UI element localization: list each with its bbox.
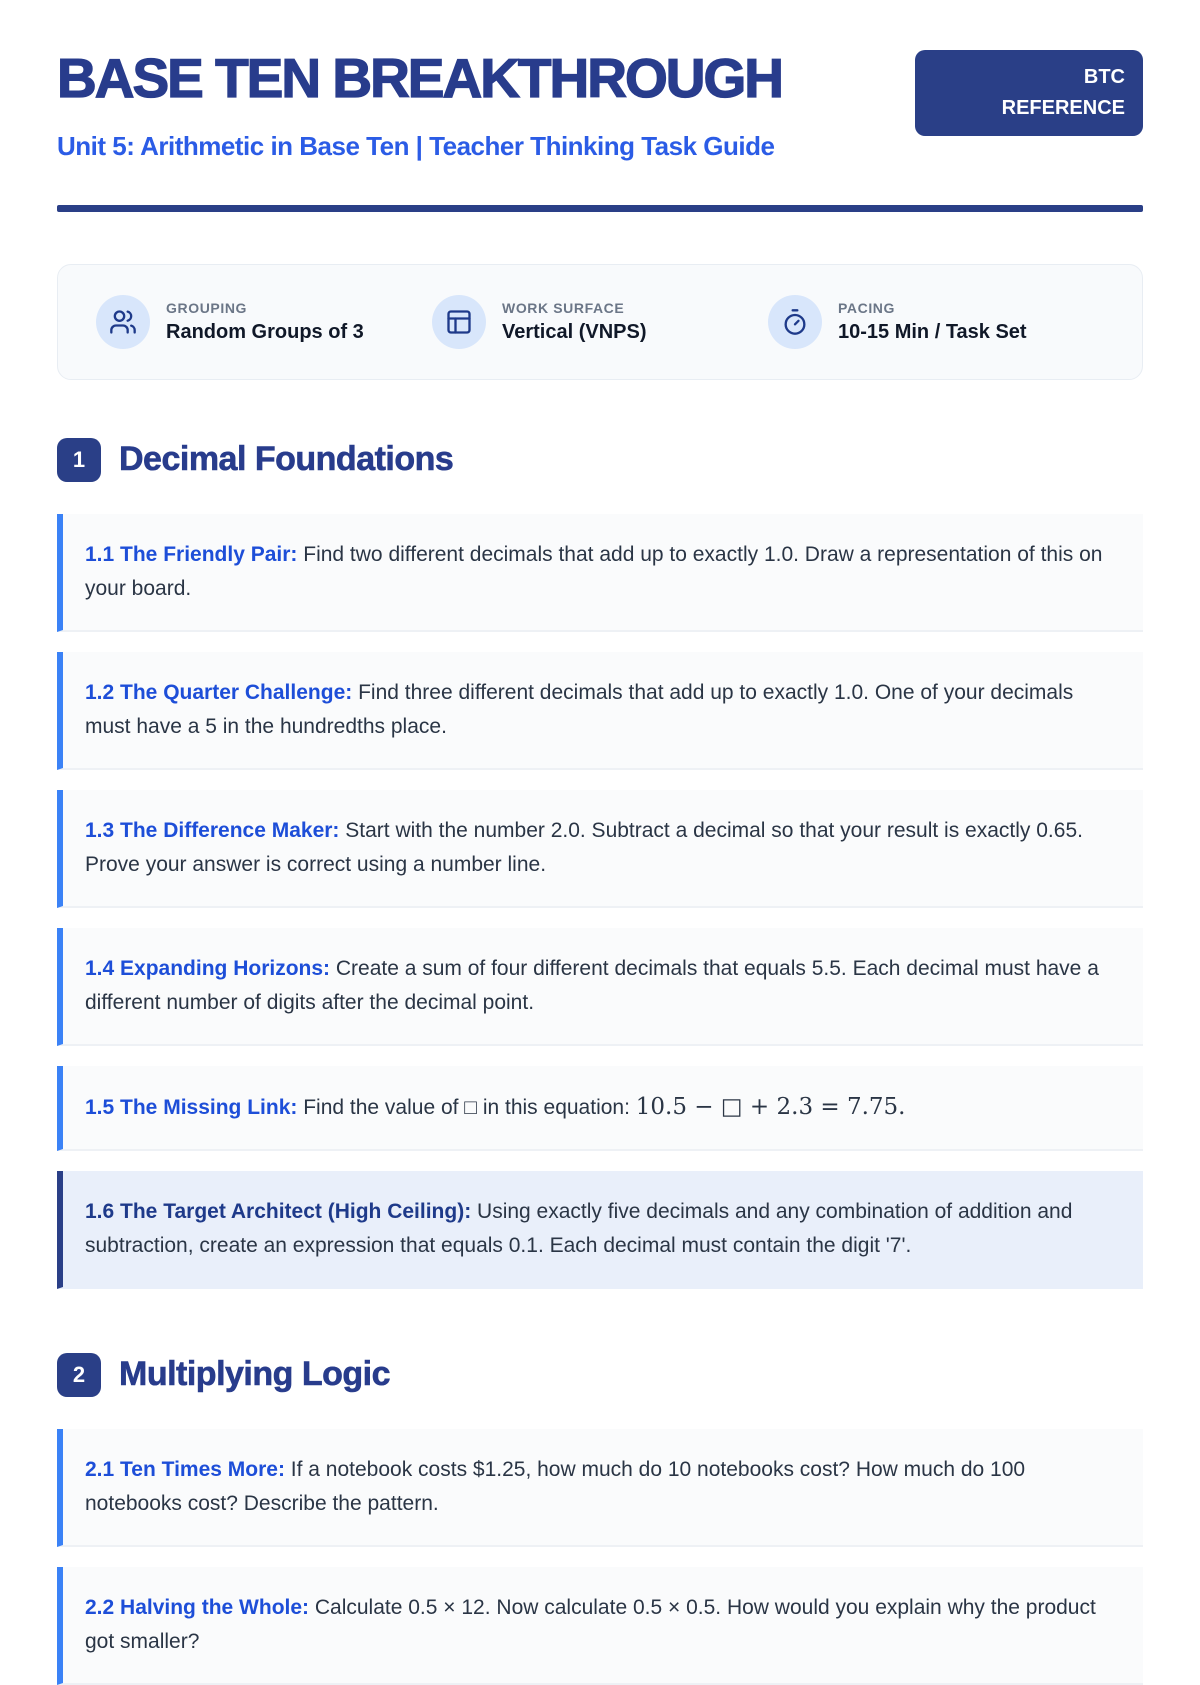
equation-text: 10.5 − □ + 2.3 = 7.75.: [635, 1093, 906, 1120]
task-text: Calculate 0.5 × 12. Now calculate 0.5 × 0.5. How would you explain why the product got smaller?: [85, 1595, 1096, 1653]
info-text: [838, 300, 1027, 344]
section-title: Decimal Foundations: [119, 440, 454, 479]
page-title: BASE TEN BREAKTHROUGH: [57, 47, 782, 109]
info-text: [166, 300, 364, 344]
timer-icon: [781, 308, 809, 336]
work-surface-icon-circle: [432, 295, 486, 349]
task-label: 1.6 The Target Architect (High Ceiling):: [85, 1199, 472, 1223]
task-label: 2.2 Halving the Whole:: [85, 1595, 310, 1619]
task-label: 1.2 The Quarter Challenge:: [85, 680, 353, 704]
layout-icon: [445, 308, 473, 336]
task-label: 2.1 Ten Times More:: [85, 1457, 285, 1481]
section-title: Multiplying Logic: [119, 1355, 391, 1394]
task-text: Start with the number 2.0. Subtract a decimal so that your result is exactly 0.65. Prove your answer is correct using a number line.: [85, 818, 1083, 876]
task-label: 1.4 Expanding Horizons:: [85, 956, 331, 980]
task-text: Find two different decimals that add up to exactly 1.0. Draw a representation of this on your board.: [85, 542, 1103, 600]
reference-badge: [915, 50, 1143, 136]
pacing-icon-circle: [768, 295, 822, 349]
task-card-2-2: [57, 1567, 1143, 1685]
header: [57, 0, 1143, 212]
task-label: 1.1 The Friendly Pair:: [85, 542, 298, 566]
info-value: Random Groups of 3: [166, 320, 364, 343]
task-card-1-4: [57, 928, 1143, 1046]
info-label: GROUPING: [166, 299, 248, 316]
section-number-badge: 2: [57, 1353, 101, 1397]
info-label: WORK SURFACE: [502, 299, 625, 316]
section-heading-decimal-foundations: [57, 438, 1143, 482]
task-text: Find three different decimals that add up to exactly 1.0. One of your decimals must have a 5 in the hundredths place.: [85, 680, 1074, 738]
info-bar: [57, 264, 1143, 380]
info-item-grouping: [96, 295, 432, 349]
reference-badge-line1: BTC: [1083, 66, 1125, 88]
users-icon: [109, 308, 137, 336]
section-number-badge: 1: [57, 438, 101, 482]
task-card-2-1: [57, 1429, 1143, 1547]
task-card-1-5: [57, 1066, 1143, 1151]
task-card-1-2: [57, 652, 1143, 770]
task-card-1-6-high-ceiling: [57, 1171, 1143, 1289]
task-label: 1.5 The Missing Link:: [85, 1095, 298, 1119]
task-text: If a notebook costs $1.25, how much do 10 notebooks cost? How much do 100 notebooks cost? Describe the pattern.: [85, 1457, 1026, 1515]
task-text: Create a sum of four different decimals that equals 5.5. Each decimal must have a different number of digits after the decimal point.: [85, 956, 1099, 1014]
task-text: Using exactly five decimals and any combination of addition and subtraction, create an expression that equals 0.1. Each decimal must contain the digit '7'.: [85, 1199, 1073, 1257]
info-value: Vertical (VNPS): [502, 320, 647, 343]
section-heading-multiplying-logic: [57, 1353, 1143, 1397]
info-value: 10-15 Min / Task Set: [838, 320, 1027, 343]
page-subtitle: Unit 5: Arithmetic in Base Ten | Teacher Thinking Task Guide: [57, 130, 775, 161]
grouping-icon-circle: [96, 295, 150, 349]
info-item-pacing: [768, 295, 1104, 349]
info-label: PACING: [838, 299, 896, 316]
task-card-1-3: [57, 790, 1143, 908]
info-text: [502, 300, 647, 344]
header-divider: [57, 205, 1143, 212]
task-label: 1.3 The Difference Maker:: [85, 818, 340, 842]
reference-badge-line2: REFERENCE: [1001, 97, 1125, 119]
task-card-1-1: [57, 514, 1143, 632]
task-text: Find the value of □ in this equation:: [297, 1095, 636, 1119]
info-item-work-surface: [432, 295, 768, 349]
